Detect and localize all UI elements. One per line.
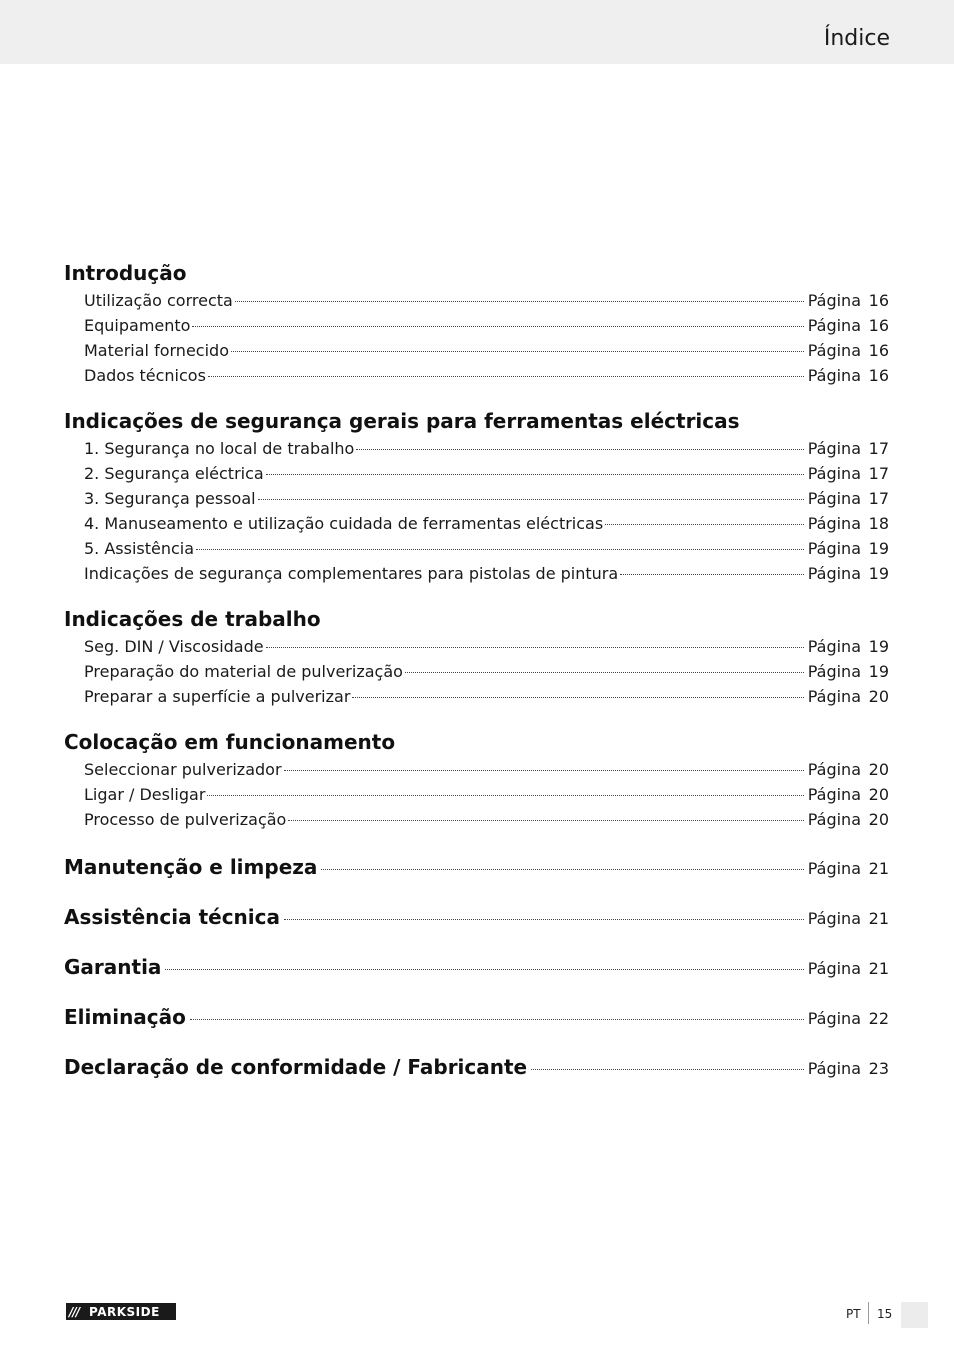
dot-leader <box>208 376 804 377</box>
toc-entry[interactable] <box>64 486 889 511</box>
toc-entry-label: Processo de pulverização <box>84 810 287 829</box>
toc-entry[interactable] <box>64 511 889 536</box>
section-heading-seguranca: Indicações de segurança gerais para ferramentas eléctricas <box>64 409 740 433</box>
page-number: 20 <box>868 785 889 804</box>
toc-major-label: Declaração de conformidade / Fabricante <box>64 1055 528 1079</box>
dot-leader <box>284 919 804 920</box>
logo-brand-text: PARKSIDE <box>89 1304 160 1319</box>
page-number: 19 <box>868 564 889 583</box>
section-heading-trabalho: Indicações de trabalho <box>64 607 321 631</box>
page-number: 19 <box>868 637 889 656</box>
page-word: Página <box>807 366 861 385</box>
page-number: 22 <box>868 1009 889 1028</box>
dot-leader <box>356 449 803 450</box>
page-word: Página <box>807 489 861 508</box>
page-word: Página <box>807 662 861 681</box>
toc-major-label: Eliminação <box>64 1005 186 1029</box>
toc-major-entry[interactable] <box>64 1002 889 1032</box>
toc-entry[interactable] <box>64 684 889 709</box>
page-number: 23 <box>868 1059 889 1078</box>
dot-leader <box>620 574 804 575</box>
toc-entry[interactable] <box>64 461 889 486</box>
dot-leader <box>321 869 803 870</box>
page-number: 21 <box>868 859 889 878</box>
page-word: Página <box>807 909 861 928</box>
language-code: PT <box>846 1307 861 1321</box>
page-number: 16 <box>868 366 889 385</box>
dot-leader <box>605 524 804 525</box>
page-number: 19 <box>868 539 889 558</box>
header-band <box>0 0 954 64</box>
toc-entry-label: Preparação do material de pulverização <box>84 662 403 681</box>
table-of-contents <box>64 258 889 1082</box>
page-number: 21 <box>868 959 889 978</box>
page-word: Página <box>807 959 861 978</box>
toc-entry-label: Preparar a superfície a pulverizar <box>84 687 351 706</box>
dot-leader <box>531 1069 804 1070</box>
page-word: Página <box>807 760 861 779</box>
page-number: 20 <box>868 760 889 779</box>
page-number: 20 <box>868 810 889 829</box>
toc-entry-label: Indicações de segurança complementares para pistolas de pintura <box>84 564 619 583</box>
dot-leader <box>352 697 803 698</box>
toc-entry-label: 4. Manuseamento e utilização cuidada de ferramentas eléctricas <box>84 514 604 533</box>
page-word: Página <box>807 439 861 458</box>
toc-major-entry[interactable] <box>64 852 889 882</box>
toc-entry-label: 2. Segurança eléctrica <box>84 464 264 483</box>
page-word: Página <box>807 514 861 533</box>
toc-entry-label: Ligar / Desligar <box>84 785 206 804</box>
page-word: Página <box>807 341 861 360</box>
dot-leader <box>231 351 804 352</box>
page-word: Página <box>807 316 861 335</box>
toc-entry-label: Seg. DIN / Viscosidade <box>84 637 264 656</box>
page-word: Página <box>807 564 861 583</box>
page-number: 21 <box>868 909 889 928</box>
footer-corner-box <box>901 1302 928 1328</box>
toc-major-label: Assistência técnica <box>64 905 281 929</box>
dot-leader <box>165 969 803 970</box>
dot-leader <box>192 326 803 327</box>
toc-major-label: Manutenção e limpeza <box>64 855 318 879</box>
toc-entry-label: Dados técnicos <box>84 366 206 385</box>
toc-entry[interactable] <box>64 536 889 561</box>
page-number: 17 <box>868 489 889 508</box>
dot-leader <box>196 549 804 550</box>
toc-entry[interactable] <box>64 757 889 782</box>
footer-divider <box>868 1302 869 1324</box>
toc-entry[interactable] <box>64 313 889 338</box>
dot-leader <box>258 499 804 500</box>
page-number: 16 <box>868 341 889 360</box>
page-word: Página <box>807 291 861 310</box>
toc-major-entry[interactable] <box>64 952 889 982</box>
page-word: Página <box>807 859 861 878</box>
page-number: 16 <box>868 291 889 310</box>
page-number: 19 <box>868 662 889 681</box>
toc-entry-label: Utilização correcta <box>84 291 233 310</box>
toc-entry[interactable] <box>64 338 889 363</box>
page-word: Página <box>807 539 861 558</box>
dot-leader <box>266 647 804 648</box>
page-title: Índice <box>823 26 890 51</box>
toc-entry[interactable] <box>64 561 889 586</box>
toc-major-entry[interactable] <box>64 1052 889 1082</box>
dot-leader <box>284 770 804 771</box>
toc-entry-label: Equipamento <box>84 316 191 335</box>
page-number: 20 <box>868 687 889 706</box>
page-word: Página <box>807 1009 861 1028</box>
toc-entry[interactable] <box>64 288 889 313</box>
page-number: 17 <box>868 464 889 483</box>
toc-entry[interactable] <box>64 659 889 684</box>
toc-entry[interactable] <box>64 436 889 461</box>
page-word: Página <box>807 637 861 656</box>
toc-entry[interactable] <box>64 782 889 807</box>
parkside-logo <box>66 1303 176 1320</box>
page-word: Página <box>807 810 861 829</box>
toc-entry-label: 5. Assistência <box>84 539 195 558</box>
dot-leader <box>266 474 804 475</box>
toc-entry-label: Seleccionar pulverizador <box>84 760 282 779</box>
page-number-footer: 15 <box>877 1307 893 1321</box>
page-number: 16 <box>868 316 889 335</box>
dot-leader <box>235 301 804 302</box>
toc-entry-label: 3. Segurança pessoal <box>84 489 256 508</box>
toc-major-label: Garantia <box>64 955 162 979</box>
section-heading-funcionamento: Colocação em funcionamento <box>64 730 396 754</box>
dot-leader <box>405 672 804 673</box>
dot-leader <box>207 795 803 796</box>
page-word: Página <box>807 1059 861 1078</box>
page-word: Página <box>807 687 861 706</box>
toc-entry[interactable] <box>64 363 889 388</box>
toc-entry-label: Material fornecido <box>84 341 229 360</box>
page-number: 18 <box>868 514 889 533</box>
toc-entry-label: 1. Segurança no local de trabalho <box>84 439 355 458</box>
toc-major-entry[interactable] <box>64 902 889 932</box>
toc-entry[interactable] <box>64 807 889 832</box>
dot-leader <box>288 820 803 821</box>
page-word: Página <box>807 464 861 483</box>
page-word: Página <box>807 785 861 804</box>
page-number: 17 <box>868 439 889 458</box>
toc-entry[interactable] <box>64 634 889 659</box>
section-heading-introducao: Introdução <box>64 261 187 285</box>
logo-slashes: /// <box>69 1304 80 1319</box>
dot-leader <box>190 1019 804 1020</box>
